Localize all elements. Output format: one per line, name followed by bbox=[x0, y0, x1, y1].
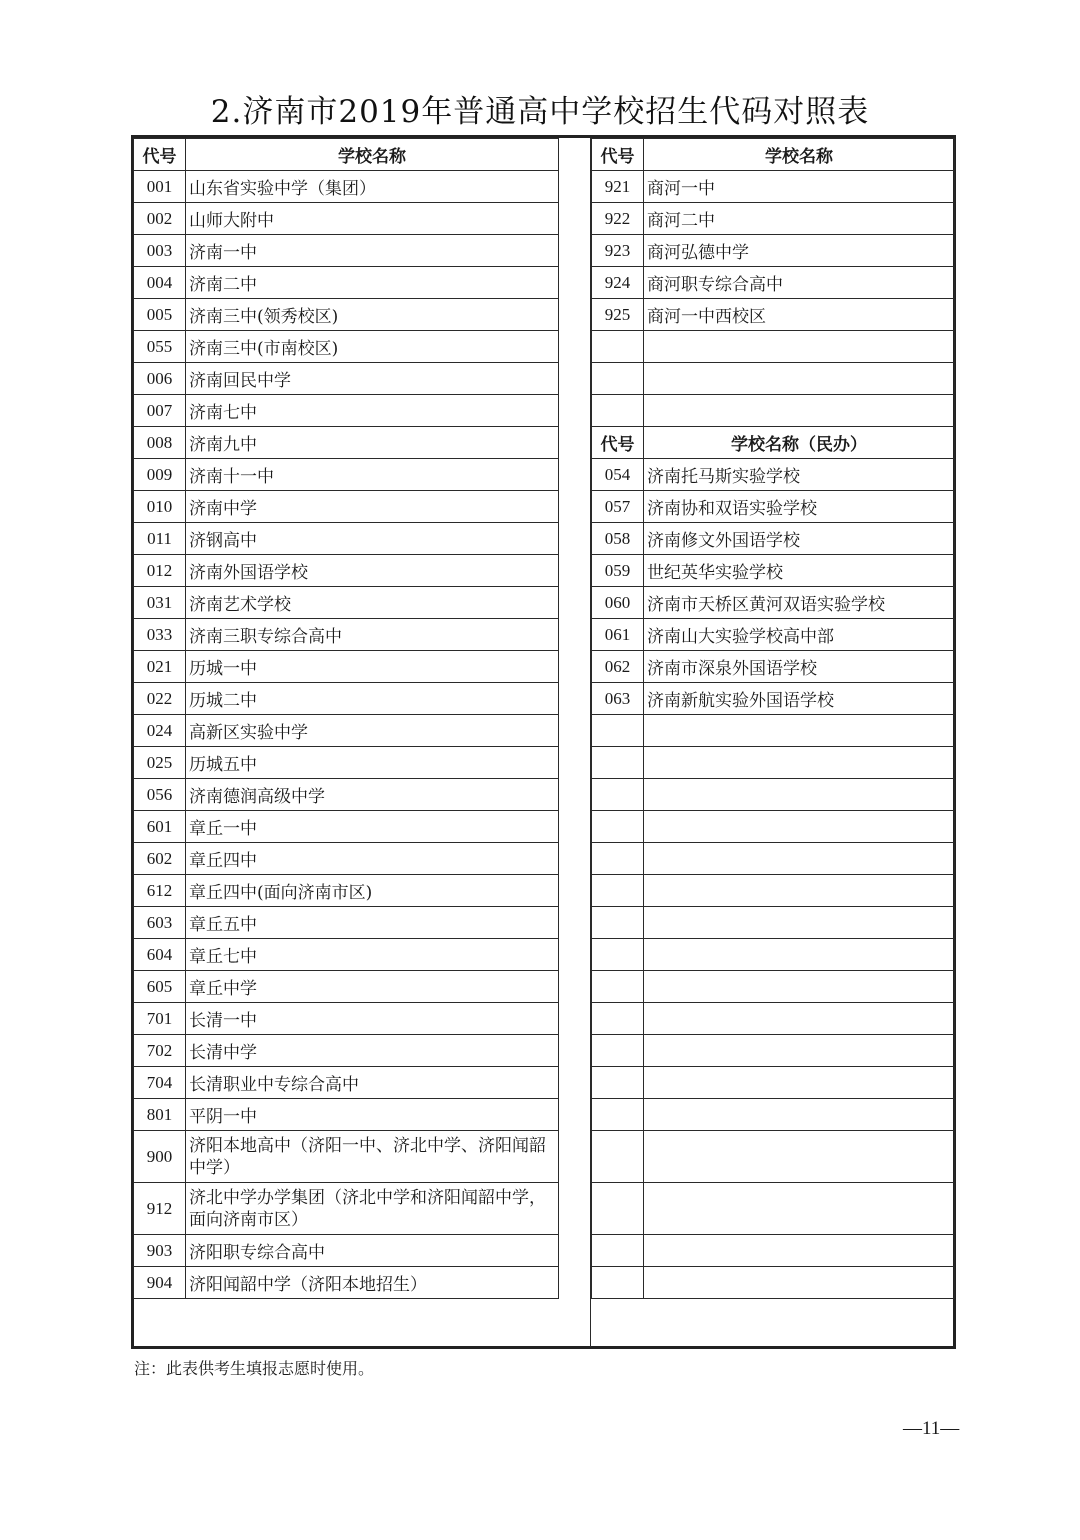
school-name: 济南一中 bbox=[186, 235, 559, 267]
school-name: 济南修文外国语学校 bbox=[644, 523, 955, 555]
column-header-code: 代号 bbox=[592, 427, 644, 459]
school-code bbox=[592, 715, 644, 747]
table-row bbox=[134, 555, 559, 587]
school-code: 010 bbox=[134, 491, 186, 523]
school-code: 060 bbox=[592, 587, 644, 619]
footnote: 注：此表供考生填报志愿时使用。 bbox=[134, 1359, 375, 1378]
empty-row bbox=[592, 1067, 955, 1099]
right-code-table bbox=[591, 138, 955, 1299]
table-row bbox=[592, 171, 955, 203]
school-code bbox=[592, 1003, 644, 1035]
table-row bbox=[134, 1235, 559, 1267]
table-row bbox=[134, 715, 559, 747]
school-name: 商河弘德中学 bbox=[644, 235, 955, 267]
school-name: 济南协和双语实验学校 bbox=[644, 491, 955, 523]
table-row bbox=[134, 395, 559, 427]
table-row bbox=[592, 459, 955, 491]
school-name: 济南十一中 bbox=[186, 459, 559, 491]
school-name: 济南新航实验外国语学校 bbox=[644, 683, 955, 715]
table-row bbox=[592, 555, 955, 587]
school-code: 701 bbox=[134, 1003, 186, 1035]
school-name: 济南三职专综合高中 bbox=[186, 619, 559, 651]
table-row bbox=[592, 523, 955, 555]
school-code: 063 bbox=[592, 683, 644, 715]
school-code: 033 bbox=[134, 619, 186, 651]
school-code: 062 bbox=[592, 651, 644, 683]
table-row bbox=[592, 619, 955, 651]
school-name: 济南托马斯实验学校 bbox=[644, 459, 955, 491]
empty-row bbox=[592, 843, 955, 875]
school-name: 章丘中学 bbox=[186, 971, 559, 1003]
school-name: 商河一中西校区 bbox=[644, 299, 955, 331]
empty-row bbox=[592, 331, 955, 363]
school-name bbox=[644, 1131, 955, 1183]
school-name: 商河职专综合高中 bbox=[644, 267, 955, 299]
table-row bbox=[134, 1099, 559, 1131]
school-code: 924 bbox=[592, 267, 644, 299]
table-row bbox=[134, 171, 559, 203]
school-code: 605 bbox=[134, 971, 186, 1003]
school-code: 702 bbox=[134, 1035, 186, 1067]
empty-row bbox=[592, 875, 955, 907]
empty-row bbox=[592, 1131, 955, 1183]
school-code bbox=[592, 939, 644, 971]
school-name: 历城五中 bbox=[186, 747, 559, 779]
school-name bbox=[644, 715, 955, 747]
school-code: 021 bbox=[134, 651, 186, 683]
table-row bbox=[134, 267, 559, 299]
school-code: 004 bbox=[134, 267, 186, 299]
table-row bbox=[134, 427, 559, 459]
school-name bbox=[644, 843, 955, 875]
table-row bbox=[134, 459, 559, 491]
table-row bbox=[134, 1067, 559, 1099]
school-name bbox=[644, 907, 955, 939]
table-row bbox=[134, 1035, 559, 1067]
table-row bbox=[134, 683, 559, 715]
column-header-code: 代号 bbox=[134, 139, 186, 171]
empty-row bbox=[592, 363, 955, 395]
school-code: 055 bbox=[134, 331, 186, 363]
school-code bbox=[592, 363, 644, 395]
school-code bbox=[592, 1235, 644, 1267]
page-number: —11— bbox=[903, 1418, 960, 1439]
school-code: 005 bbox=[134, 299, 186, 331]
school-code bbox=[592, 971, 644, 1003]
school-code: 054 bbox=[592, 459, 644, 491]
table-row bbox=[134, 619, 559, 651]
table-row bbox=[592, 235, 955, 267]
school-name bbox=[644, 1035, 955, 1067]
school-code: 061 bbox=[592, 619, 644, 651]
school-name bbox=[644, 875, 955, 907]
school-name: 章丘四中 bbox=[186, 843, 559, 875]
school-code: 925 bbox=[592, 299, 644, 331]
header-row bbox=[592, 427, 955, 459]
school-code: 056 bbox=[134, 779, 186, 811]
empty-row bbox=[592, 1267, 955, 1299]
school-name: 世纪英华实验学校 bbox=[644, 555, 955, 587]
table-row bbox=[134, 651, 559, 683]
left-code-table bbox=[133, 138, 559, 1299]
school-code: 602 bbox=[134, 843, 186, 875]
school-name bbox=[644, 811, 955, 843]
table-row bbox=[134, 299, 559, 331]
table-row bbox=[592, 587, 955, 619]
school-code bbox=[592, 747, 644, 779]
school-code: 900 bbox=[134, 1131, 186, 1183]
table-row bbox=[134, 1131, 559, 1183]
school-name: 济南二中 bbox=[186, 267, 559, 299]
school-name: 章丘一中 bbox=[186, 811, 559, 843]
school-code: 002 bbox=[134, 203, 186, 235]
school-name: 济南九中 bbox=[186, 427, 559, 459]
school-code bbox=[592, 843, 644, 875]
school-code bbox=[592, 1183, 644, 1235]
school-code: 007 bbox=[134, 395, 186, 427]
table-row bbox=[134, 235, 559, 267]
empty-row bbox=[592, 1183, 955, 1235]
school-code bbox=[592, 331, 644, 363]
header-row bbox=[592, 139, 955, 171]
school-name bbox=[644, 331, 955, 363]
table-row bbox=[134, 747, 559, 779]
school-code: 058 bbox=[592, 523, 644, 555]
empty-row bbox=[592, 715, 955, 747]
school-name: 山师大附中 bbox=[186, 203, 559, 235]
table-row bbox=[134, 1183, 559, 1235]
school-name: 长清中学 bbox=[186, 1035, 559, 1067]
empty-row bbox=[592, 1099, 955, 1131]
school-name bbox=[644, 1267, 955, 1299]
school-name bbox=[644, 939, 955, 971]
school-name bbox=[644, 395, 955, 427]
school-code: 604 bbox=[134, 939, 186, 971]
school-code: 904 bbox=[134, 1267, 186, 1299]
table-row bbox=[134, 811, 559, 843]
school-name: 长清职业中专综合高中 bbox=[186, 1067, 559, 1099]
school-code: 603 bbox=[134, 907, 186, 939]
school-name: 济南外国语学校 bbox=[186, 555, 559, 587]
school-name: 济南市深泉外国语学校 bbox=[644, 651, 955, 683]
school-code: 921 bbox=[592, 171, 644, 203]
school-code: 025 bbox=[134, 747, 186, 779]
school-code bbox=[592, 811, 644, 843]
school-code: 612 bbox=[134, 875, 186, 907]
school-name: 济阳本地高中（济阳一中、济北中学、济阳闻韶中学） bbox=[186, 1131, 559, 1183]
school-name bbox=[644, 1235, 955, 1267]
table-row bbox=[134, 907, 559, 939]
school-name bbox=[644, 1183, 955, 1235]
table-row bbox=[592, 267, 955, 299]
column-header-code: 代号 bbox=[592, 139, 644, 171]
school-name: 济南德润高级中学 bbox=[186, 779, 559, 811]
table-row bbox=[134, 1267, 559, 1299]
table-row bbox=[592, 491, 955, 523]
table-row bbox=[134, 523, 559, 555]
table-row bbox=[134, 875, 559, 907]
school-name bbox=[644, 1099, 955, 1131]
school-name: 章丘四中(面向济南市区) bbox=[186, 875, 559, 907]
school-name: 商河一中 bbox=[644, 171, 955, 203]
empty-row bbox=[592, 779, 955, 811]
table-row bbox=[592, 299, 955, 331]
school-name: 长清一中 bbox=[186, 1003, 559, 1035]
school-code bbox=[592, 1267, 644, 1299]
school-code bbox=[592, 1067, 644, 1099]
school-name bbox=[644, 1003, 955, 1035]
school-code: 601 bbox=[134, 811, 186, 843]
empty-row bbox=[592, 1235, 955, 1267]
school-code: 057 bbox=[592, 491, 644, 523]
school-code bbox=[592, 875, 644, 907]
school-name: 平阴一中 bbox=[186, 1099, 559, 1131]
school-code: 003 bbox=[134, 235, 186, 267]
school-code: 801 bbox=[134, 1099, 186, 1131]
school-name: 济南三中(领秀校区) bbox=[186, 299, 559, 331]
school-code bbox=[592, 1035, 644, 1067]
school-name: 商河二中 bbox=[644, 203, 955, 235]
school-name: 济南中学 bbox=[186, 491, 559, 523]
table-row bbox=[134, 491, 559, 523]
column-header-name: 学校名称 bbox=[186, 139, 559, 171]
table-row bbox=[134, 363, 559, 395]
empty-row bbox=[592, 1035, 955, 1067]
school-code: 024 bbox=[134, 715, 186, 747]
empty-row bbox=[592, 747, 955, 779]
header-row bbox=[134, 139, 559, 171]
school-name: 济北中学办学集团（济北中学和济阳闻韶中学，面向济南市区） bbox=[186, 1183, 559, 1235]
school-name: 济南三中(市南校区) bbox=[186, 331, 559, 363]
school-code: 903 bbox=[134, 1235, 186, 1267]
school-code bbox=[592, 779, 644, 811]
school-name bbox=[644, 363, 955, 395]
school-code: 059 bbox=[592, 555, 644, 587]
table-row bbox=[134, 1003, 559, 1035]
empty-row bbox=[592, 939, 955, 971]
page-title: 2.济南市2019年普通高中学校招生代码对照表 bbox=[210, 94, 870, 130]
school-name bbox=[644, 971, 955, 1003]
school-code: 022 bbox=[134, 683, 186, 715]
column-header-name: 学校名称（民办） bbox=[644, 427, 955, 459]
table-row bbox=[134, 331, 559, 363]
school-code bbox=[592, 907, 644, 939]
school-code: 008 bbox=[134, 427, 186, 459]
school-name: 济南山大实验学校高中部 bbox=[644, 619, 955, 651]
school-code: 031 bbox=[134, 587, 186, 619]
school-name: 济南七中 bbox=[186, 395, 559, 427]
table-row bbox=[134, 939, 559, 971]
school-name: 山东省实验中学（集团） bbox=[186, 171, 559, 203]
school-code: 012 bbox=[134, 555, 186, 587]
school-name: 济南艺术学校 bbox=[186, 587, 559, 619]
school-name: 高新区实验中学 bbox=[186, 715, 559, 747]
school-code: 922 bbox=[592, 203, 644, 235]
column-header-name: 学校名称 bbox=[644, 139, 955, 171]
table-row bbox=[592, 683, 955, 715]
table-row bbox=[134, 971, 559, 1003]
table-row bbox=[592, 203, 955, 235]
table-row bbox=[134, 843, 559, 875]
school-code bbox=[592, 395, 644, 427]
school-code: 006 bbox=[134, 363, 186, 395]
school-code: 704 bbox=[134, 1067, 186, 1099]
school-name: 济南回民中学 bbox=[186, 363, 559, 395]
school-name: 济南市天桥区黄河双语实验学校 bbox=[644, 587, 955, 619]
school-name: 历城一中 bbox=[186, 651, 559, 683]
empty-row bbox=[592, 971, 955, 1003]
school-name: 章丘五中 bbox=[186, 907, 559, 939]
school-code: 923 bbox=[592, 235, 644, 267]
school-code: 912 bbox=[134, 1183, 186, 1235]
table-row bbox=[134, 587, 559, 619]
school-name bbox=[644, 747, 955, 779]
empty-row bbox=[592, 395, 955, 427]
school-code: 011 bbox=[134, 523, 186, 555]
empty-row bbox=[592, 907, 955, 939]
school-name bbox=[644, 779, 955, 811]
school-code bbox=[592, 1131, 644, 1183]
school-name: 济阳闻韶中学（济阳本地招生） bbox=[186, 1267, 559, 1299]
school-name: 章丘七中 bbox=[186, 939, 559, 971]
school-name: 济钢高中 bbox=[186, 523, 559, 555]
school-code bbox=[592, 1099, 644, 1131]
table-row bbox=[134, 779, 559, 811]
empty-row bbox=[592, 811, 955, 843]
school-name: 济阳职专综合高中 bbox=[186, 1235, 559, 1267]
school-code: 001 bbox=[134, 171, 186, 203]
table-row bbox=[134, 203, 559, 235]
school-name: 历城二中 bbox=[186, 683, 559, 715]
table-row bbox=[592, 651, 955, 683]
empty-row bbox=[592, 1003, 955, 1035]
school-name bbox=[644, 1067, 955, 1099]
school-code: 009 bbox=[134, 459, 186, 491]
